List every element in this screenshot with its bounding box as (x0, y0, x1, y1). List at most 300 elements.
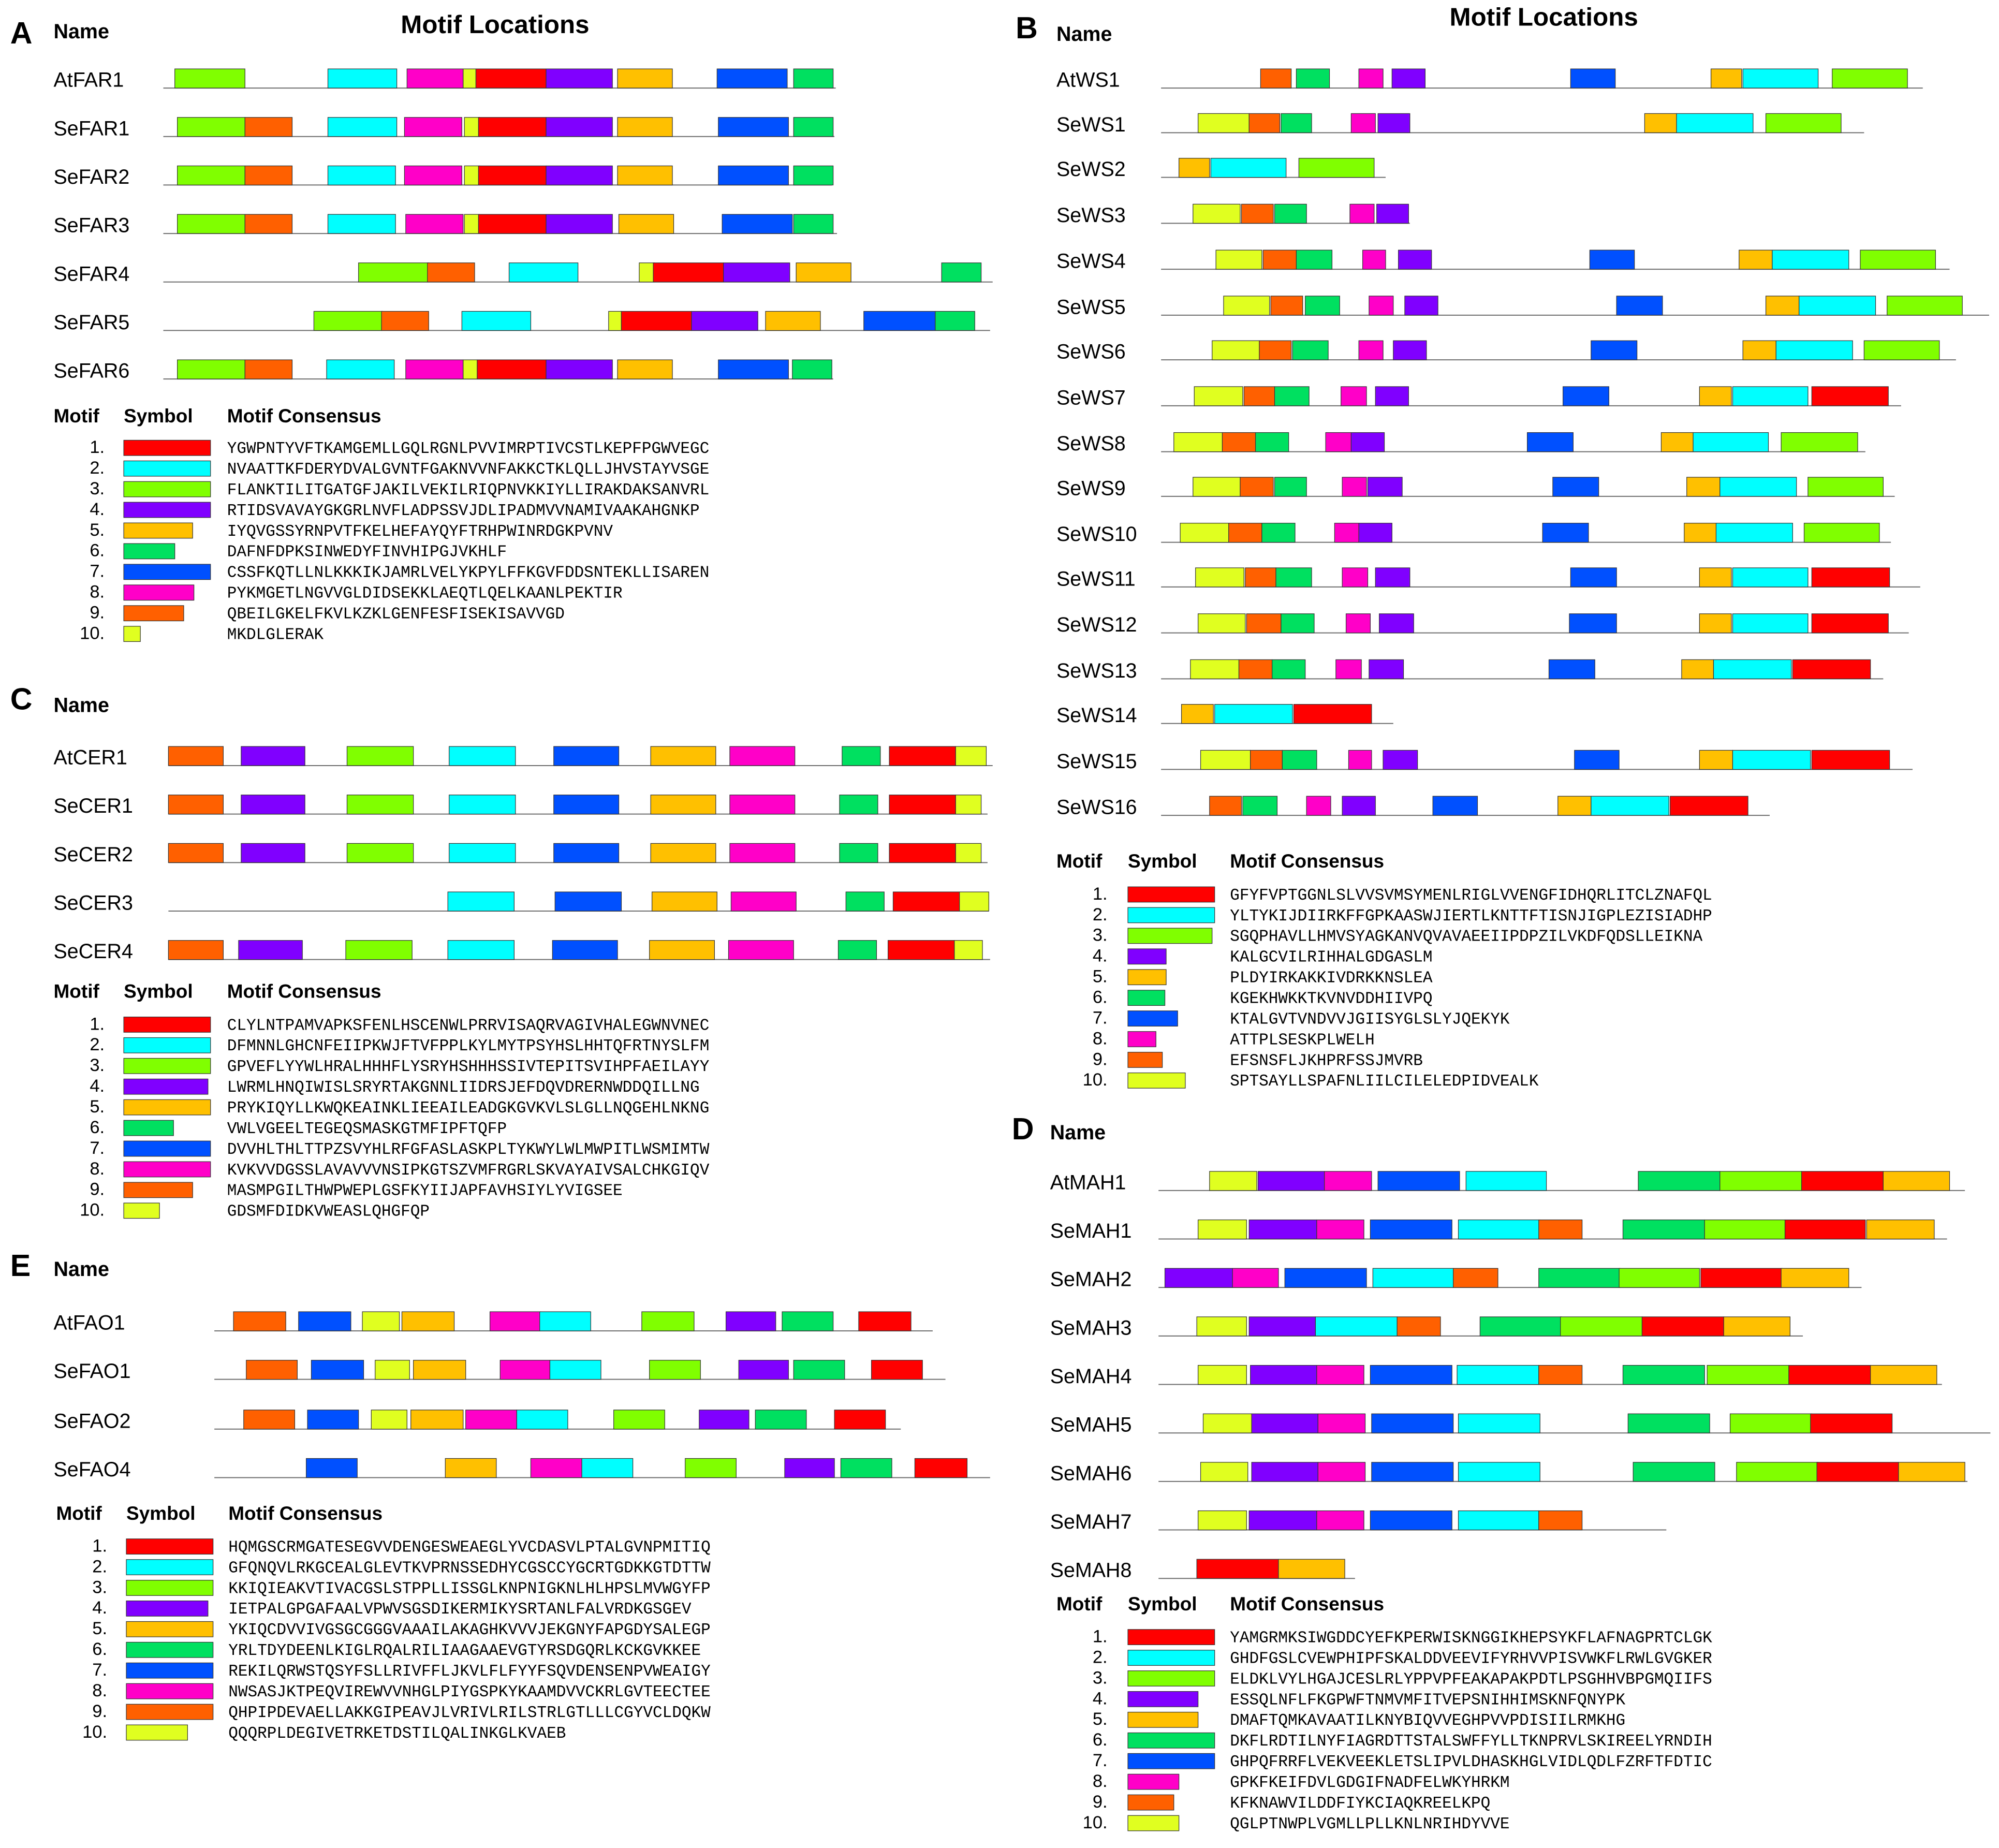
gene-name: SeCER2 (53, 843, 133, 866)
legend-number: 3. (90, 478, 105, 498)
motif-2-box (1591, 796, 1669, 815)
gene-row (54, 117, 835, 140)
gene-name: AtFAO1 (53, 1311, 125, 1334)
motif-10-box (1180, 523, 1229, 542)
gene-name: SeFAR5 (53, 311, 130, 334)
motif-2-box (509, 263, 578, 282)
motif-8-box (1342, 568, 1368, 587)
legend-consensus: SGQPHAVLLHMVSYAGKANVQVAVAEEIIPDPZILVKDFQDSLLEIKNA (1230, 928, 1703, 946)
legend-symbol-9 (124, 606, 184, 621)
motif-10-box (609, 311, 622, 330)
gene-name: SeMAH4 (1050, 1365, 1132, 1388)
motif-5-box (619, 214, 674, 233)
motif-1-box (1802, 1171, 1884, 1191)
motif-4-box (1252, 1414, 1318, 1433)
motif-5-box (618, 166, 672, 185)
legend-consensus: GPVEFLYYWLHRALHHHFLYSRYHSHHHSSIVTEPITSVIHPFAEILAYY (227, 1058, 710, 1077)
motif-4-box (1375, 568, 1410, 587)
motif-7-box (311, 1360, 363, 1380)
legend-row (1083, 1070, 1539, 1091)
gene-name: SeWS12 (1056, 613, 1137, 637)
legend-consensus: IETPALGPGAFAALVPWVSGSDIKERMIKYSRTANLFALVRDKGSGEV (228, 1601, 692, 1619)
legend-row (90, 1118, 507, 1138)
legend-row (92, 1577, 711, 1598)
motif-5-box (1699, 750, 1732, 769)
gene-name: SeFAR4 (53, 262, 130, 286)
motif-2-box (1315, 1317, 1397, 1336)
legend-consensus: KGEKHWKKTKVNVDDHIIVPQ (1230, 990, 1433, 1008)
motif-8-box (1350, 204, 1374, 223)
gene-name: SeMAH6 (1050, 1462, 1132, 1485)
gene-name: SeMAH5 (1050, 1413, 1132, 1436)
motif-8-box (500, 1360, 550, 1380)
legend-consensus: ATTPLSESKPLWELH (1230, 1031, 1375, 1050)
motif-6-box (1275, 387, 1310, 406)
motif-5-box (1661, 433, 1693, 452)
motif-7-box (722, 214, 792, 233)
legend-symbol-4 (124, 1079, 208, 1094)
motif-7-box (1372, 1462, 1453, 1482)
gene-name: SeCER3 (53, 891, 133, 915)
legend-row (1093, 1668, 1712, 1689)
legend-symbol-10 (126, 1725, 187, 1740)
legend-consensus: VWLVGEELTEGEQSMASKGTMFIPFTQFP (227, 1120, 507, 1138)
motif-4-box (1249, 1220, 1317, 1239)
motif-6-box (1292, 341, 1328, 360)
motif-7-box (552, 941, 618, 960)
motif-5-box (618, 360, 672, 379)
legend-symbol-2 (1128, 907, 1215, 923)
legend-number: 6. (92, 1639, 108, 1660)
motif-8-box (1349, 750, 1372, 769)
legend-symbol-3 (124, 1058, 211, 1074)
motif-1-box (1785, 1220, 1865, 1239)
motif-9-box (1222, 433, 1255, 452)
legend-row (90, 1138, 709, 1159)
motif-3-box (614, 1410, 665, 1429)
legend-symbol-2 (124, 461, 211, 476)
motif-7-box (1433, 796, 1477, 815)
motif-5-box (1682, 659, 1714, 679)
motif-3-box (347, 843, 413, 862)
motif-1-box (888, 941, 954, 960)
legend-number: 8. (90, 582, 105, 602)
legend-number: 1. (1092, 1626, 1108, 1647)
gene-row (1050, 1462, 1967, 1485)
motif-5-box (414, 1360, 466, 1380)
legend-symbol-9 (1128, 1795, 1174, 1810)
motif-6-box (1638, 1171, 1720, 1191)
motif-8-box (1351, 113, 1375, 133)
legend-symbol-8 (124, 1162, 211, 1177)
motif-6-box (1623, 1366, 1704, 1385)
gene-row (1050, 1220, 1947, 1242)
motif-5-box (650, 941, 715, 960)
legend-row (92, 1660, 711, 1681)
motif-7-box (554, 746, 619, 766)
motif-1-box (1811, 1414, 1892, 1433)
motif-5-box (1699, 614, 1731, 633)
motif-7-box (1542, 523, 1589, 542)
legend-consensus: QGLPTNWPLVGMLLPLLKNLNRIHDYVVE (1230, 1815, 1510, 1834)
legend-consensus: KALGCVILRIHHALGDGASLM (1230, 948, 1433, 967)
motif-8-box (531, 1458, 582, 1477)
gene-name: SeWS11 (1056, 567, 1136, 591)
legend-consensus: GFQNQVLRKGCEALGLEVTKVPRNSSEDHYCGSCCYGCRTGDKKGTDTTW (228, 1559, 711, 1578)
legend-row (90, 500, 699, 520)
legend-number: 1. (90, 1014, 105, 1034)
motif-6-box (1262, 523, 1295, 542)
legend-symbol-10 (124, 1203, 159, 1219)
motif-2-box (582, 1458, 633, 1477)
gene-row (1050, 1365, 1942, 1388)
motif-5-box (1883, 1171, 1949, 1191)
motif-9-box (245, 118, 292, 137)
legend-consensus: QQQRPLDEGIVETRKETDSTILQALINKGLKVAEB (228, 1724, 566, 1743)
motif-6-box (793, 69, 833, 88)
motif-2-box (462, 311, 531, 330)
motif-2-box (327, 360, 394, 379)
gene-row (1056, 613, 1909, 636)
motif-7-box (717, 69, 787, 88)
name-header: Name (53, 694, 109, 717)
legend-row (90, 458, 709, 479)
gene-row (54, 69, 836, 92)
motif-7-box (1527, 433, 1574, 452)
motif-6-box (842, 746, 880, 766)
legend-row (1083, 1813, 1510, 1834)
gene-name: SeWS13 (1056, 659, 1137, 682)
motif-3-box (642, 1312, 694, 1331)
legend-row (92, 1598, 692, 1619)
legend-consensus: GDSMFDIDKVWEASLQHGFQP (227, 1202, 430, 1221)
motif-7-box (1372, 1414, 1453, 1433)
name-header: Name (53, 20, 109, 43)
motif-2-box (1732, 750, 1810, 769)
legend-number: 5. (90, 1096, 105, 1117)
legend-consensus: DMAFTQMKAVAATILKNYBIQVVEGHPVVPDISIILRMKHG (1230, 1712, 1626, 1730)
motif-9-box (1260, 69, 1291, 88)
motif-3-box (1720, 1171, 1802, 1191)
motif-1-box (1812, 568, 1889, 587)
motif-3-box (1737, 1462, 1818, 1482)
motif-2-box (1466, 1171, 1546, 1191)
gene-name: SeFAR3 (53, 214, 130, 237)
motif-1-box (478, 166, 546, 185)
gene-name: SeWS7 (1056, 386, 1126, 409)
motif-3-box (1832, 69, 1907, 88)
gene-name: SeMAH1 (1050, 1220, 1132, 1243)
name-header: Name (1050, 1121, 1106, 1145)
legend-symbol-1 (124, 1017, 211, 1033)
motif-7-box (1590, 250, 1634, 269)
name-header: Name (53, 1258, 109, 1281)
motif-4-box (1359, 523, 1392, 542)
gene-row (1056, 158, 1386, 181)
legend-consensus: YRLTDYDEENLKIGLRQALRILIAAGAAEVGTYRSDGQRLKCKGVKKEE (228, 1642, 701, 1661)
motif-1-box (1812, 750, 1889, 769)
legend-row (92, 1557, 711, 1577)
motif-9-box (244, 1410, 295, 1429)
motif-8-box (1342, 477, 1366, 496)
legend-symbol-5 (124, 523, 193, 538)
legend-row (90, 541, 507, 562)
legend-row (90, 437, 709, 458)
motif-8-box (1317, 1220, 1364, 1239)
motif-4-box (724, 263, 790, 282)
legend-number: 9. (92, 1701, 108, 1721)
legend-consensus-header: Motif Consensus (228, 1502, 383, 1524)
gene-name: AtCER1 (53, 746, 127, 769)
legend-consensus: GFYFVPTGGNLSLVVSVMSYMENLRIGLVVENGFIDHQRLITCLZNAFQL (1230, 886, 1712, 905)
motif-10-box (1201, 750, 1251, 769)
motif-2-box (449, 843, 516, 862)
gene-name: SeWS5 (1056, 296, 1126, 319)
motif-8-box (1369, 296, 1393, 315)
gene-name: SeFAR1 (53, 117, 130, 140)
legend-row (1093, 905, 1712, 926)
motif-6-box (1256, 433, 1289, 452)
gene-name: SeMAH2 (1050, 1268, 1132, 1291)
legend-symbol-1 (1128, 887, 1215, 902)
motif-5-box (1743, 341, 1776, 360)
motif-8-box (1346, 614, 1371, 633)
motif-8-box (1363, 250, 1386, 269)
motif-9-box (168, 795, 223, 814)
legend-number: 3. (1092, 1668, 1108, 1688)
gene-name: SeCER4 (53, 940, 133, 963)
motif-1-box (1670, 796, 1748, 815)
motif-7-box (1563, 387, 1609, 406)
motif-3-box (347, 795, 413, 814)
motif-8-box (1317, 1366, 1364, 1385)
motif-1-box (1812, 614, 1888, 633)
motif-8-box (1336, 659, 1361, 679)
gene-name: SeMAH8 (1050, 1559, 1132, 1582)
legend-consensus: KVKVVDGSSLAVAVVVNSIPKGTSZVMFRGRLSKVAYAIVSALCHKGIQV (227, 1161, 710, 1180)
legend-row (90, 582, 622, 603)
motif-3-box (1860, 250, 1935, 269)
legend-row (1093, 1751, 1712, 1771)
motif-1-box (834, 1410, 886, 1429)
legend-number: 6. (1092, 1730, 1108, 1750)
legend-row (82, 1722, 566, 1743)
motif-8-box (466, 1410, 517, 1429)
legend-row (90, 603, 565, 624)
motif-3-box (347, 746, 413, 766)
motif-9-box (1397, 1317, 1441, 1336)
legend-consensus: YGWPNTYVFTKAMGEMLLGQLRGNLPVVIMRPTIVCSTLKEPFPGWVEGC (227, 440, 710, 459)
legend-symbol-4 (126, 1601, 208, 1617)
legend-symbol-header: Symbol (1128, 1593, 1197, 1615)
motif-2-box (1776, 341, 1853, 360)
legend-consensus: YKIQCDVVIVGSGCGGGVAAAILAKAGHKVVVJEKGNYFAPGDYSALEGP (228, 1621, 711, 1640)
motif-4-box (785, 1458, 834, 1477)
gene-name: SeWS1 (1056, 113, 1126, 136)
motif-5-box (652, 892, 717, 911)
legend-consensus-header: Motif Consensus (1230, 850, 1385, 872)
motif-6-box (935, 311, 975, 330)
motif-3-box (359, 263, 429, 282)
motif-2-box (1716, 523, 1792, 542)
legend-row (1093, 987, 1433, 1008)
motif-6-box (1296, 250, 1332, 269)
motif-3-box (178, 166, 245, 185)
motif-6-box (846, 892, 884, 911)
legend-symbol-header: Symbol (1128, 850, 1197, 872)
motif-9-box (1539, 1366, 1582, 1385)
motif-4-box (1249, 1317, 1315, 1336)
motif-1-box (478, 118, 546, 137)
legend-number: 10. (80, 1200, 105, 1220)
motif-7-box (299, 1312, 351, 1331)
motif-10-box (639, 263, 655, 282)
motif-7-box (1570, 69, 1615, 88)
gene-row (1050, 1559, 1355, 1582)
motif-3-box (1707, 1366, 1789, 1385)
motif-10-box (464, 214, 480, 233)
gene-name: AtMAH1 (1050, 1171, 1126, 1194)
motif-7-box (718, 166, 789, 185)
legend-consensus: CSSFKQTLLNLKKKIKJAMRLVELYKPYLFFKGVFDDSNTEKLLISAREN (227, 564, 710, 582)
gene-row (54, 940, 990, 963)
panel-letter: B (1016, 10, 1038, 45)
motif-7-box (1549, 659, 1595, 679)
motif-6-box (1480, 1317, 1562, 1336)
motif-1-box (1197, 1559, 1278, 1578)
legend-consensus: REKILQRWSTQSYFSLLRIVFFLJKVLFLFYYFSQVDENSENPVWEAIGY (228, 1663, 711, 1681)
gene-name: SeWS16 (1056, 796, 1137, 819)
legend-consensus: YLTYKIJDIIRKFFGPKAASWJIERTLKNTTFTISNJIGPLEZISIADHP (1230, 907, 1712, 926)
motif-9-box (1229, 523, 1262, 542)
motif-1-box (889, 795, 956, 814)
legend-number: 5. (90, 520, 105, 540)
motif-10-box (954, 941, 982, 960)
legend-row (1093, 1730, 1712, 1751)
motif-3-box (314, 311, 383, 330)
motif-5-box (651, 746, 716, 766)
motif-3-box (650, 1360, 701, 1380)
legend-symbol-2 (126, 1560, 213, 1575)
motif-4-box (1375, 387, 1408, 406)
motif-10-box (371, 1410, 407, 1429)
legend-row (1093, 967, 1433, 988)
motif-8-box (1334, 523, 1359, 542)
gene-row (1056, 477, 1895, 500)
gene-row (54, 892, 989, 915)
motif-9-box (1241, 204, 1273, 223)
legend-consensus: HQMGSCRMGATESEGVVDENGESWEAEGLYVCDASVLPTALGVNPMITIQ (228, 1538, 711, 1557)
legend-row (92, 1681, 711, 1702)
motif-4-box (699, 1410, 749, 1429)
legend-number: 2. (92, 1557, 108, 1577)
motif-10-box (464, 166, 480, 185)
panel-letter: C (10, 681, 33, 716)
motif-10-box (1196, 568, 1244, 587)
motif-7-box (554, 795, 619, 814)
motif-3-box (1887, 296, 1962, 315)
motif-2-box (1373, 1268, 1453, 1287)
legend-motif-header: Motif (53, 980, 99, 1002)
gene-name: SeFAR2 (53, 165, 130, 188)
motif-4-box (1379, 614, 1414, 633)
motif-8-box (407, 69, 463, 88)
legend-row (1093, 1008, 1510, 1029)
gene-row (54, 360, 833, 383)
motif-5-box (766, 311, 820, 330)
legend-consensus: SPTSAYLLSPAFNLIILCILELEDPIDVEALK (1230, 1073, 1539, 1091)
motif-9-box (1249, 113, 1280, 133)
motif-8-box (729, 941, 794, 960)
legend-row (1093, 1029, 1375, 1049)
legend-row (90, 1159, 709, 1180)
motif-10-box (1198, 1511, 1247, 1530)
motif-10-box (956, 795, 981, 814)
legend-row (1093, 1792, 1490, 1813)
legend-number: 3. (1092, 925, 1108, 945)
name-header: Name (1056, 22, 1112, 46)
motif-3-box (1864, 341, 1939, 360)
gene-row (54, 746, 993, 769)
motif-1-box (1701, 1268, 1783, 1287)
motif-2-box (1458, 1220, 1540, 1239)
motif-4-box (1252, 1462, 1318, 1482)
motif-6-box (1243, 796, 1277, 815)
motif-3-box (1766, 113, 1841, 133)
legend-number: 9. (90, 1179, 105, 1199)
motif-4-box (241, 843, 305, 862)
motif-2-box (328, 214, 396, 233)
motif-5-box (651, 843, 716, 862)
motif-1-box (1789, 1366, 1871, 1385)
motif-4-box (1249, 1511, 1317, 1530)
motif-5-box (618, 118, 672, 137)
motif-10-box (463, 360, 477, 379)
motif-8-box (490, 1312, 541, 1331)
legend-consensus: EFSNSFLJKHPRFSSJMVRB (1230, 1052, 1423, 1070)
motif-7-box (555, 892, 621, 911)
legend-consensus: DAFNFDPKSINWEDYFINVHIPGJVKHLF (227, 543, 507, 562)
motif-6-box (1276, 568, 1312, 587)
legend-row (90, 1180, 622, 1200)
legend-symbol-10 (1128, 1815, 1179, 1831)
legend-consensus: KKIQIEAKVTIVACGSLSTPPLLISSGLKNPNIGKNLHLHPSLMVWGYFP (228, 1580, 711, 1598)
legend-row (1093, 1626, 1712, 1647)
motif-10-box (1216, 250, 1262, 269)
motif-4-box (241, 795, 305, 814)
legend-symbol-6 (124, 544, 175, 559)
legend-number: 6. (90, 1117, 105, 1137)
panel-letter: E (10, 1248, 31, 1283)
motif-5-box (1781, 1268, 1849, 1287)
legend-row (92, 1619, 711, 1639)
legend-number: 5. (1092, 1709, 1108, 1729)
gene-name: SeWS9 (1056, 477, 1126, 500)
legend-symbol-8 (126, 1683, 213, 1699)
motif-2-box (328, 166, 396, 185)
motif-2-box (1457, 1366, 1539, 1385)
motif-1-box (1817, 1462, 1899, 1482)
motif-3-box (1299, 158, 1374, 178)
motif-7-box (1569, 614, 1616, 633)
legend-consensus-header: Motif Consensus (227, 980, 381, 1002)
motif-3-box (178, 214, 245, 233)
motif-2-box (517, 1410, 568, 1429)
legend-symbol-7 (124, 1141, 211, 1156)
gene-row (1056, 796, 1770, 819)
motif-5-box (1866, 1220, 1934, 1239)
motif-6-box (841, 1458, 892, 1477)
